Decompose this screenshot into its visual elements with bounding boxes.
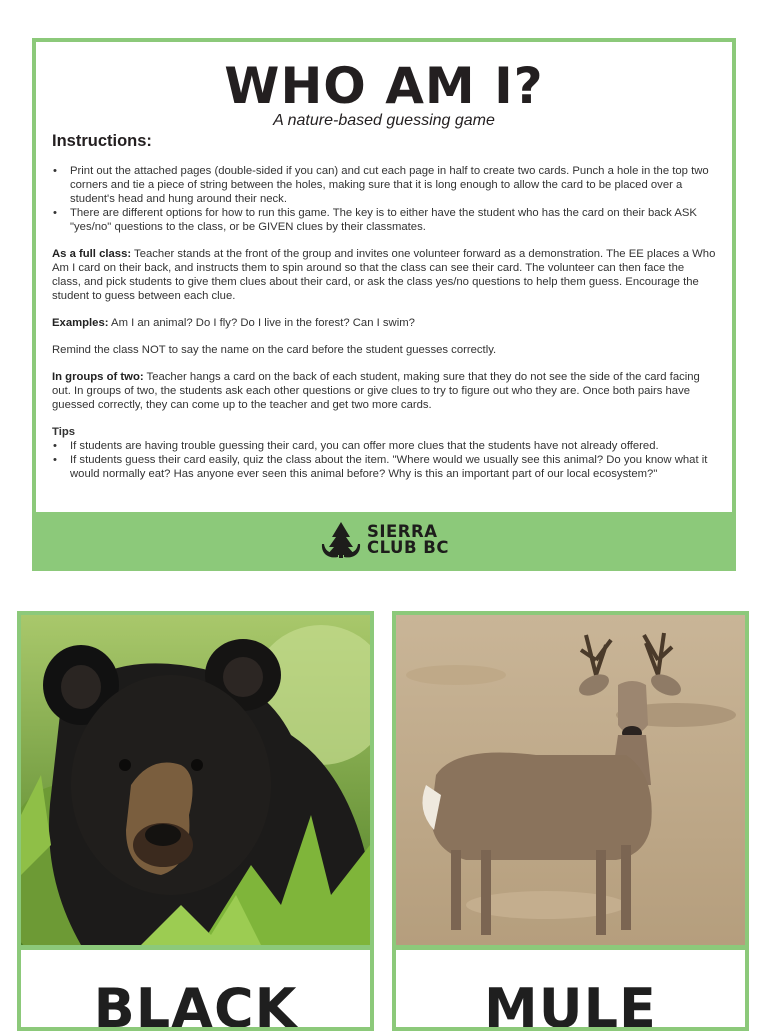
- examples-text: Am I an animal? Do I fly? Do I live in the forest? Can I swim?: [108, 317, 415, 329]
- card-mule-deer: [392, 611, 749, 1031]
- examples-label: Examples:: [52, 317, 109, 329]
- instructions-body: [52, 164, 716, 481]
- full-class-text: Teacher stands at the front of the group and invites one volunteer forward as a demonstration. The EE places a Who Am I card on their back, and instructs them to spin around so that the class can see their card. The volunteer can then face the class, and pick students to give them clues about their card, or ask the class yes/no questions to help them guess. Encourage the student to guess between each clue.: [52, 248, 716, 302]
- card-name: MULE: [484, 977, 657, 1031]
- instruction-sheet: [32, 38, 736, 571]
- mule-deer-photo: [396, 615, 745, 945]
- instructions-heading: Instructions:: [52, 132, 152, 150]
- card-divider: [396, 945, 745, 950]
- full-class-label: As a full class:: [52, 248, 132, 260]
- tips-list: [52, 439, 716, 481]
- tip-bullet: • If students are having trouble guessing their card, you can offer more clues that the students have not already offered.: [70, 439, 716, 453]
- instruction-bullet: • Print out the attached pages (double-sided if you can) and cut each page in half to create two cards. Punch a hole in the top two corners and tie a piece of string between the holes, making sure that it is long enough to allow the card to be placed over a student's head and hung around their neck.: [70, 164, 716, 206]
- black-bear-photo: [21, 615, 370, 945]
- card-black-bear: [17, 611, 374, 1031]
- remind-paragraph: Remind the class NOT to say the name on the card before the student guesses correctly.: [52, 344, 497, 356]
- sierra-club-logo: [319, 520, 449, 560]
- page-title: WHO AM I?: [224, 57, 544, 115]
- logo-text: [367, 521, 449, 557]
- page-subtitle: A nature-based guessing game: [273, 112, 495, 129]
- logo-line-2: CLUB BC: [367, 537, 449, 557]
- footer-bar: [36, 512, 732, 567]
- instructions-list: [52, 164, 716, 234]
- tips-label: Tips: [52, 426, 76, 438]
- card-name: BLACK: [93, 977, 298, 1031]
- groups-paragraph: [52, 370, 716, 412]
- groups-label: In groups of two:: [52, 371, 144, 383]
- logo-line-1: SIERRA: [367, 521, 438, 541]
- card-divider: [21, 945, 370, 950]
- examples-paragraph: [52, 316, 716, 330]
- tip-bullet: • If students guess their card easily, quiz the class about the item. "Where would we usually see this animal? Do you know what it would normally eat? Has anyone ever seen this animal before? Why is this an important part of our local ecosystem?": [70, 453, 716, 481]
- full-class-paragraph: [52, 247, 716, 303]
- instruction-bullet: • There are different options for how to run this game. The key is to either have the student who has the card on their back ASK "yes/no" questions to the class, or be GIVEN clues by their classmates.: [70, 206, 716, 234]
- tree-hand-icon: [319, 520, 363, 560]
- groups-text: Teacher hangs a card on the back of each student, making sure that they do not see the side of the card facing out. In groups of two, the students ask each other questions or give clues to try to figure out who they are. Once both pairs have guessed correctly, they can come up to the teacher and get two more cards.: [52, 371, 700, 411]
